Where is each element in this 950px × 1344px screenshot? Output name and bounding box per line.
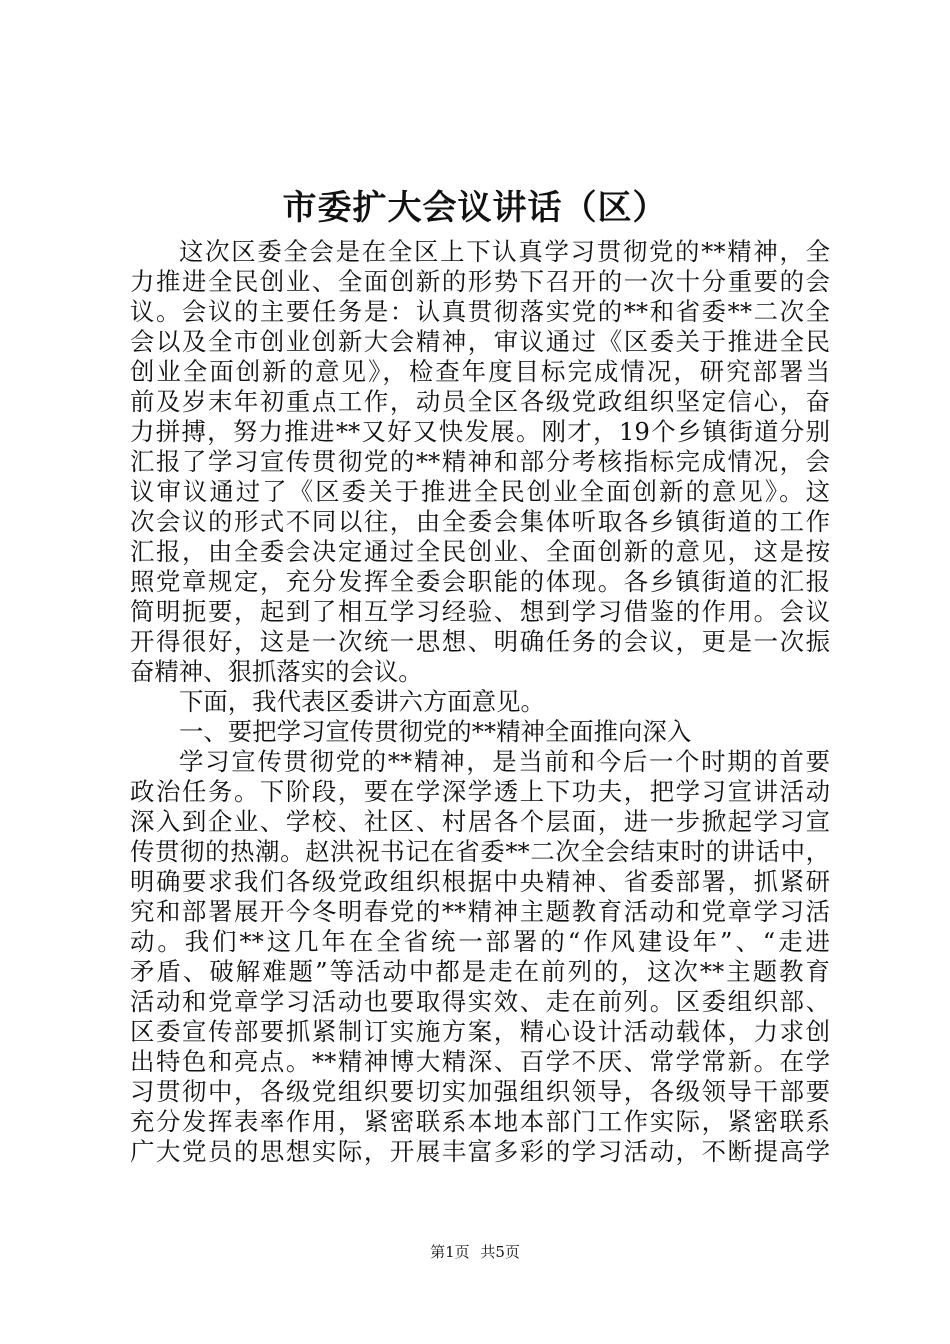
text-line: 传贯彻的热潮。赵洪祝书记在省委**二次全会结束时的讲话中， xyxy=(130,837,830,866)
text-line: 汇报了学习宣传贯彻党的**精神和部分考核指标完成情况，会 xyxy=(130,447,830,476)
page-number: 第1页 xyxy=(430,1243,470,1261)
text-line: 汇报，由全委会决定通过全民创业、全面创新的意见，这是按 xyxy=(130,537,830,566)
page-total: 共5页 xyxy=(480,1243,520,1261)
text-line: 议。会议的主要任务是：认真贯彻落实党的**和省委**二次全 xyxy=(130,297,830,326)
text-line: 力推进全民创业、全面创新的形势下召开的一次十分重要的会 xyxy=(130,267,830,296)
text-line: 活动和党章学习活动也要取得实效、走在前列。区委组织部、 xyxy=(130,987,830,1016)
text-line: 究和部署展开今冬明春党的**精神主题教育活动和党章学习活 xyxy=(130,897,830,926)
text-line: 下面，我代表区委讲六方面意见。 xyxy=(179,687,545,716)
text-line: 这次区委全会是在全区上下认真学习贯彻党的**精神，全 xyxy=(179,237,830,266)
text-line: 简明扼要，起到了相互学习经验、想到学习借鉴的作用。会议 xyxy=(130,597,830,626)
section-heading: 一、要把学习宣传贯彻党的**精神全面推向深入 xyxy=(179,717,692,746)
page-footer xyxy=(0,1242,950,1262)
document-body xyxy=(130,237,830,1167)
text-line: 议审议通过了《区委关于推进全民创业全面创新的意见》。这 xyxy=(130,477,830,506)
text-line: 区委宣传部要抓紧制订实施方案，精心设计活动载体，力求创 xyxy=(130,1017,830,1046)
text-line: 政治任务。下阶段，要在学深学透上下功夫，把学习宣讲活动 xyxy=(130,777,830,806)
text-line: 出特色和亮点。**精神博大精深、百学不厌、常学常新。在学 xyxy=(130,1047,830,1076)
text-line: 深入到企业、学校、社区、村居各个层面，进一步掀起学习宣 xyxy=(130,807,830,836)
text-line: 前及岁末年初重点工作，动员全区各级党政组织坚定信心，奋 xyxy=(130,387,830,416)
text-line: 明确要求我们各级党政组织根据中央精神、省委部署，抓紧研 xyxy=(130,867,830,896)
text-line: 奋精神、狠抓落实的会议。 xyxy=(130,657,423,686)
text-line: 创业全面创新的意见》，检查年度目标完成情况，研究部署当 xyxy=(130,357,830,386)
text-line: 照党章规定，充分发挥全委会职能的体现。各乡镇街道的汇报 xyxy=(130,567,830,596)
document-title: 市委扩大会议讲话（区） xyxy=(282,188,668,228)
text-line: 充分发挥表率作用，紧密联系本地本部门工作实际，紧密联系 xyxy=(130,1107,830,1136)
text-line: 次会议的形式不同以往，由全委会集体听取各乡镇街道的工作 xyxy=(130,507,830,536)
text-line: 动。我们**这几年在全省统一部署的“作风建设年”、“走进 xyxy=(130,927,830,956)
text-line: 开得很好，这是一次统一思想、明确任务的会议，更是一次振 xyxy=(130,627,830,656)
text-line: 会以及全市创业创新大会精神，审议通过《区委关于推进全民 xyxy=(130,327,830,356)
text-line: 力拼搏，努力推进**又好又快发展。刚才，19个乡镇街道分别 xyxy=(130,417,830,446)
text-line: 习贯彻中，各级党组织要切实加强组织领导，各级领导干部要 xyxy=(130,1077,830,1106)
text-line: 学习宣传贯彻党的**精神，是当前和今后一个时期的首要 xyxy=(179,747,830,776)
text-line: 广大党员的思想实际，开展丰富多彩的学习活动，不断提高学 xyxy=(130,1137,830,1166)
text-line: 矛盾、破解难题”等活动中都是走在前列的，这次**主题教育 xyxy=(130,957,830,986)
